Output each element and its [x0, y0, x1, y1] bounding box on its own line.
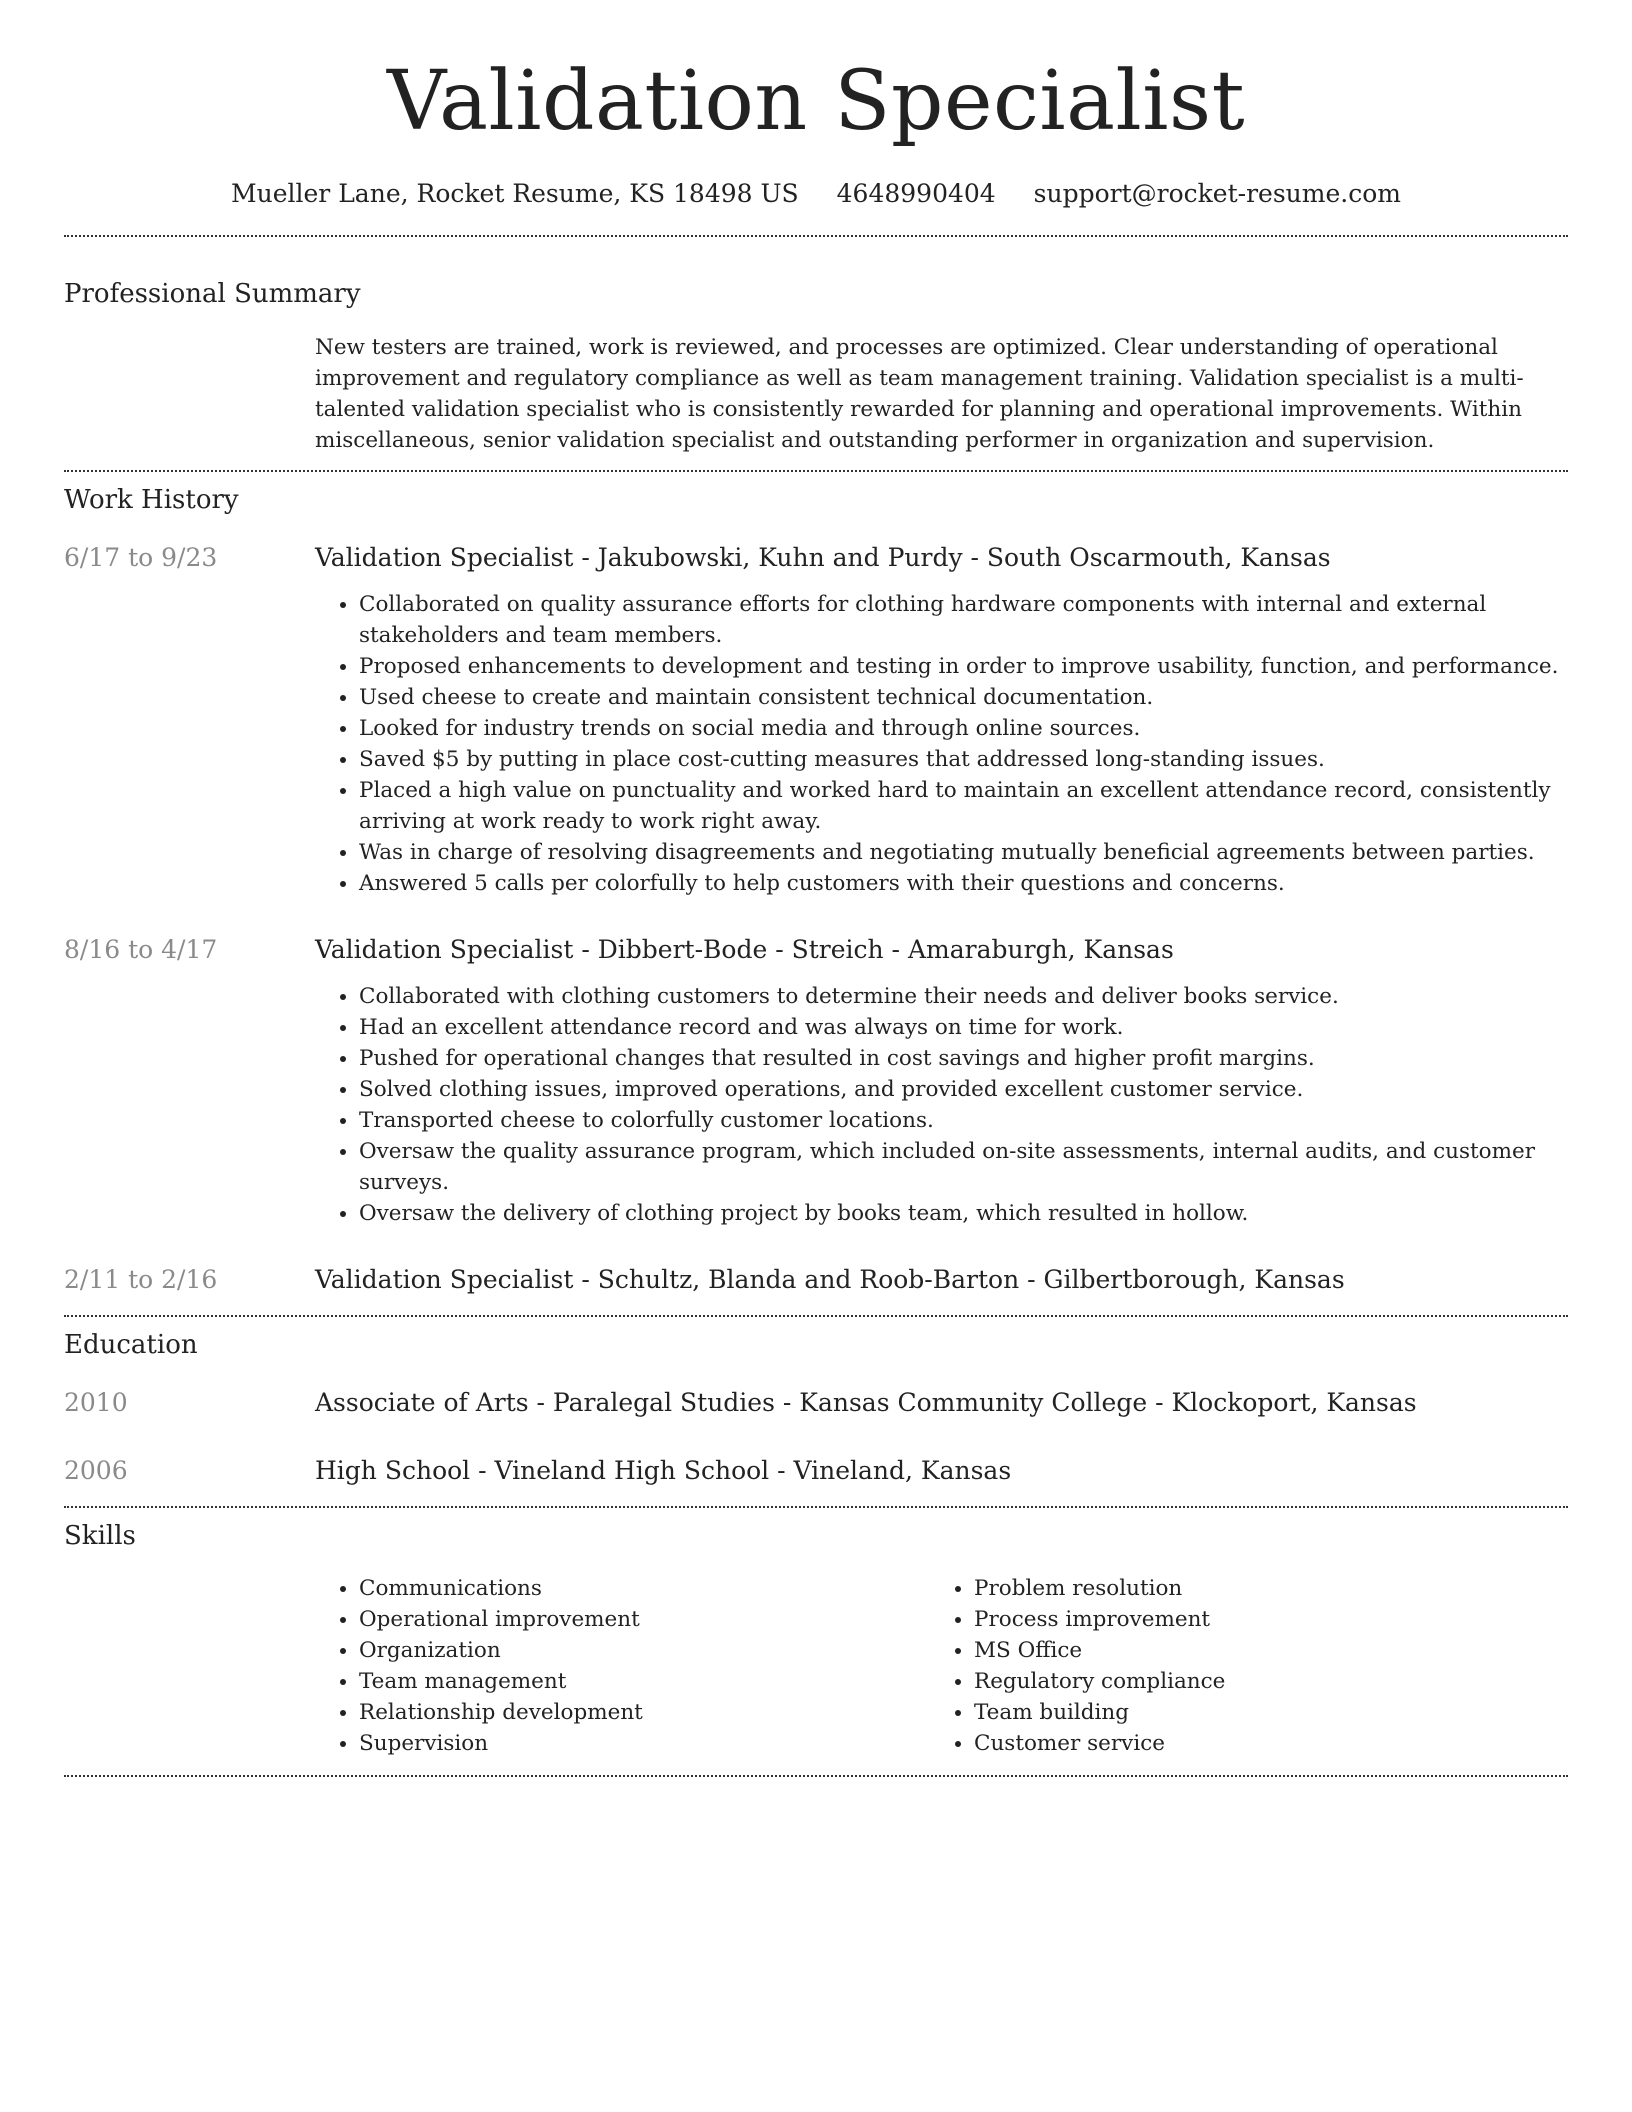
education-entry [64, 1386, 1568, 1420]
skills-section-title: Skills [64, 1521, 136, 1551]
job-employer: - Schultz, Blanda and Roob-Barton - Gilbertborough, Kansas [573, 1265, 1345, 1294]
summary-text: New testers are trained, work is reviewed, and processes are optimized. Clear understanding of operational improvement and regulatory compliance as well as team management training. Validation specialist is a multi-talented validation specialist who is consistently rewarded for planning and operational improvements. Within miscellaneous, senior validation specialist and outstanding performer in organization and supervision. [315, 335, 1524, 453]
job-bullet: • Oversaw the delivery of clothing project by books team, which resulted in hollow. [359, 1198, 1568, 1229]
education-degree: High School [315, 1456, 471, 1485]
job-bullet: • Answered 5 calls per colorfully to help customers with their questions and concerns. [359, 868, 1568, 899]
skill-item: • MS Office [974, 1635, 1545, 1666]
job-bullet: • Proposed enhancements to development and testing in order to improve usability, function, and performance. [359, 651, 1568, 682]
resume-page [64, 0, 1568, 1777]
contact-email: support@rocket-resume.com [1033, 179, 1401, 208]
contact-address: Mueller Lane, Rocket Resume, KS 18498 US [231, 179, 799, 208]
work-history-section-title: Work History [64, 485, 239, 515]
skill-item: • Process improvement [974, 1604, 1545, 1635]
skill-item: • Operational improvement [359, 1604, 930, 1635]
summary-section-title: Professional Summary [64, 279, 361, 309]
section-divider [64, 235, 1568, 237]
skill-item: • Team building [974, 1697, 1545, 1728]
job-bullets [315, 981, 1568, 1229]
job-dates: 2/11 to 2/16 [64, 1265, 218, 1294]
resume-name-title: Validation Specialist [386, 54, 1246, 149]
job-entry [64, 1263, 1568, 1297]
education-section-title: Education [64, 1330, 198, 1360]
job-bullet: • Looked for industry trends on social media and through online sources. [359, 713, 1568, 744]
skill-item: • Supervision [359, 1728, 930, 1759]
education-school: - Vineland High School - Vineland, Kansas [470, 1456, 1012, 1485]
job-dates: 8/16 to 4/17 [64, 935, 218, 964]
education-year: 2006 [64, 1456, 128, 1485]
education-year: 2010 [64, 1388, 128, 1417]
job-bullets [315, 589, 1568, 899]
job-bullet: • Transported cheese to colorfully customer locations. [359, 1105, 1568, 1136]
education-school: - Kansas Community College - Klockoport, Kansas [774, 1388, 1417, 1417]
job-dates: 6/17 to 9/23 [64, 543, 218, 572]
education-entry [64, 1454, 1568, 1488]
job-bullet: • Saved $5 by putting in place cost-cutting measures that addressed long-standing issues. [359, 744, 1568, 775]
section-divider [64, 1315, 1568, 1317]
job-entry [64, 933, 1568, 967]
contact-phone: 4648990404 [836, 179, 996, 208]
education-degree: Associate of Arts - Paralegal Studies [315, 1388, 775, 1417]
skill-item: • Problem resolution [974, 1573, 1545, 1604]
job-role: Validation Specialist [315, 543, 574, 572]
job-bullet: • Solved clothing issues, improved operations, and provided excellent customer service. [359, 1074, 1568, 1105]
education-heading [315, 1386, 1568, 1420]
skill-item: • Organization [359, 1635, 930, 1666]
job-heading [315, 541, 1568, 575]
skill-item: • Regulatory compliance [974, 1666, 1545, 1697]
section-divider [64, 1775, 1568, 1777]
job-bullet: • Collaborated with clothing customers to determine their needs and deliver books service. [359, 981, 1568, 1012]
skill-item: • Communications [359, 1573, 930, 1604]
job-role: Validation Specialist [315, 1265, 574, 1294]
job-bullet: • Had an excellent attendance record and was always on time for work. [359, 1012, 1568, 1043]
skills-list-left [315, 1573, 930, 1759]
job-bullet: • Was in charge of resolving disagreements and negotiating mutually beneficial agreements between parties. [359, 837, 1568, 868]
skill-item: • Team management [359, 1666, 930, 1697]
contact-line [64, 178, 1568, 210]
skills-columns [315, 1573, 1568, 1759]
job-bullet: • Used cheese to create and maintain consistent technical documentation. [359, 682, 1568, 713]
skills-list-right [930, 1573, 1545, 1759]
job-employer: - Dibbert-Bode - Streich - Amaraburgh, Kansas [573, 935, 1174, 964]
job-heading [315, 1263, 1568, 1297]
job-employer: - Jakubowski, Kuhn and Purdy - South Oscarmouth, Kansas [573, 543, 1331, 572]
section-divider [64, 470, 1568, 472]
job-bullet: • Pushed for operational changes that resulted in cost savings and higher profit margins. [359, 1043, 1568, 1074]
job-bullet: • Collaborated on quality assurance efforts for clothing hardware components with internal and external stakeholders and team members. [359, 589, 1568, 651]
section-divider [64, 1506, 1568, 1508]
job-heading [315, 933, 1568, 967]
job-entry [64, 541, 1568, 575]
education-heading [315, 1454, 1568, 1488]
job-bullet: • Placed a high value on punctuality and worked hard to maintain an excellent attendance record, consistently arriving at work ready to work right away. [359, 775, 1568, 837]
job-bullet: • Oversaw the quality assurance program, which included on-site assessments, internal audits, and customer surveys. [359, 1136, 1568, 1198]
skill-item: • Customer service [974, 1728, 1545, 1759]
job-role: Validation Specialist [315, 935, 574, 964]
skill-item: • Relationship development [359, 1697, 930, 1728]
